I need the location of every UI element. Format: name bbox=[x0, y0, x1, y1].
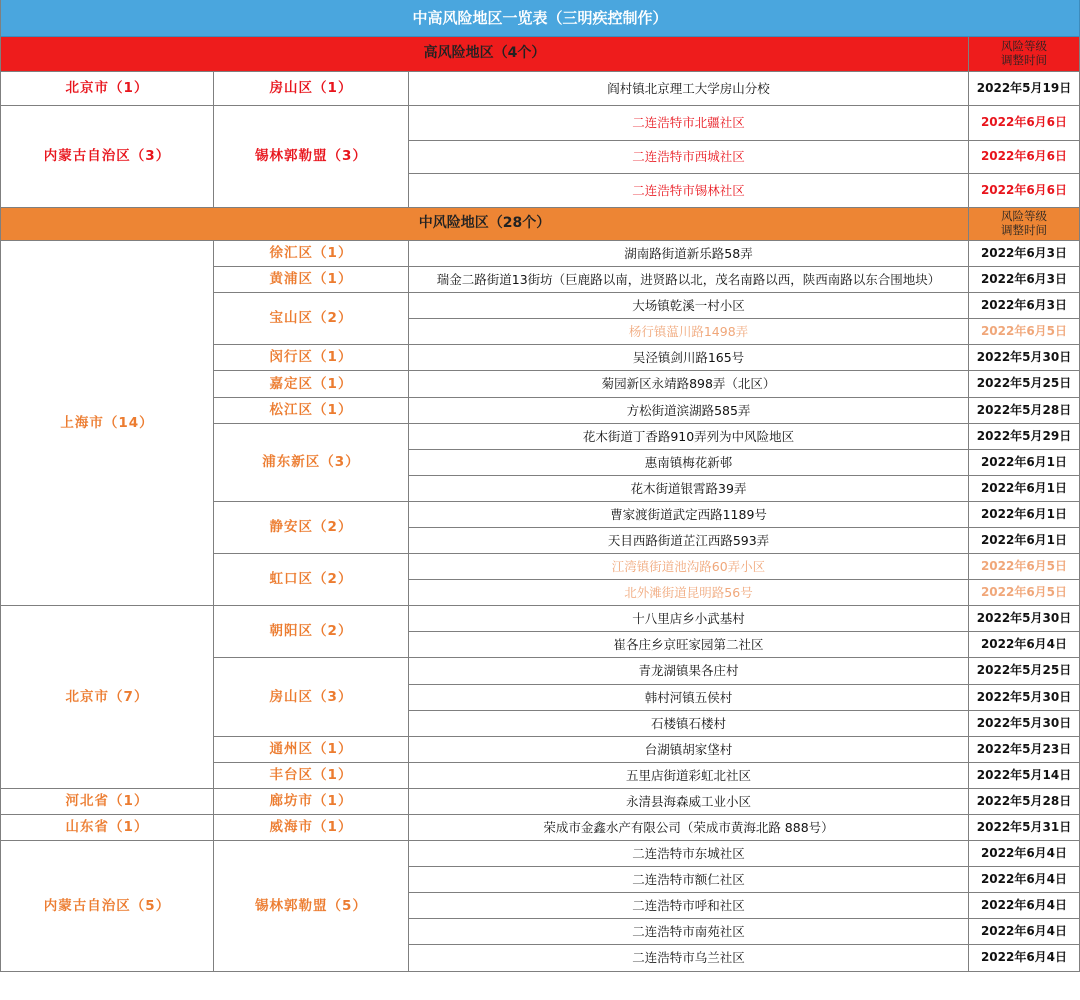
adjust-time-label-line2: 调整时间 bbox=[1001, 53, 1047, 67]
area-address: 二连浩特市南苑社区 bbox=[409, 919, 969, 945]
adjust-date: 2022年5月19日 bbox=[969, 72, 1080, 106]
city-name: 通州区（1） bbox=[214, 737, 409, 763]
area-address: 荣成市金鑫水产有限公司（荣成市黄海北路 888号） bbox=[409, 815, 969, 841]
area-address: 天目西路街道芷江西路593弄 bbox=[409, 528, 969, 554]
province-name: 内蒙古自治区（5） bbox=[0, 841, 214, 972]
adjust-date: 2022年6月4日 bbox=[969, 945, 1080, 972]
city-name: 虹口区（2） bbox=[214, 554, 409, 606]
adjust-date: 2022年5月30日 bbox=[969, 606, 1080, 632]
adjust-date: 2022年6月6日 bbox=[969, 141, 1080, 174]
area-address: 青龙湖镇果各庄村 bbox=[409, 658, 969, 685]
adjust-date: 2022年6月3日 bbox=[969, 293, 1080, 319]
adjust-date: 2022年6月4日 bbox=[969, 841, 1080, 867]
adjust-date: 2022年5月29日 bbox=[969, 424, 1080, 450]
area-address: 永清县海森威工业小区 bbox=[409, 789, 969, 815]
area-address: 花木街道丁香路910弄列为中风险地区 bbox=[409, 424, 969, 450]
city-name: 丰台区（1） bbox=[214, 763, 409, 789]
area-address: 台湖镇胡家垡村 bbox=[409, 737, 969, 763]
city-name: 静安区（2） bbox=[214, 502, 409, 554]
city-name: 房山区（3） bbox=[214, 658, 409, 737]
city-name: 锡林郭勒盟（3） bbox=[214, 106, 409, 208]
city-name: 松江区（1） bbox=[214, 398, 409, 424]
city-name: 黄浦区（1） bbox=[214, 267, 409, 293]
area-address: 杨行镇蕰川路1498弄 bbox=[409, 319, 969, 345]
adjust-date: 2022年5月23日 bbox=[969, 737, 1080, 763]
adjust-date: 2022年6月5日 bbox=[969, 319, 1080, 345]
adjust-date: 2022年5月30日 bbox=[969, 345, 1080, 371]
city-name: 闵行区（1） bbox=[214, 345, 409, 371]
area-address: 吴泾镇剑川路165号 bbox=[409, 345, 969, 371]
area-address: 菊园新区永靖路898弄（北区） bbox=[409, 371, 969, 398]
city-name: 威海市（1） bbox=[214, 815, 409, 841]
adjust-date: 2022年5月28日 bbox=[969, 789, 1080, 815]
adjust-date: 2022年5月30日 bbox=[969, 685, 1080, 711]
adjust-date: 2022年6月5日 bbox=[969, 554, 1080, 580]
area-address: 花木街道银霄路39弄 bbox=[409, 476, 969, 502]
province-name: 内蒙古自治区（3） bbox=[0, 106, 214, 208]
city-name: 房山区（1） bbox=[214, 72, 409, 106]
area-address: 十八里店乡小武基村 bbox=[409, 606, 969, 632]
area-address: 曹家渡街道武定西路1189号 bbox=[409, 502, 969, 528]
city-name: 廊坊市（1） bbox=[214, 789, 409, 815]
area-address: 二连浩特市西城社区 bbox=[409, 141, 969, 174]
city-name: 锡林郭勒盟（5） bbox=[214, 841, 409, 972]
area-address: 湖南路街道新乐路58弄 bbox=[409, 241, 969, 267]
adjust-date: 2022年5月14日 bbox=[969, 763, 1080, 789]
adjust-date: 2022年6月1日 bbox=[969, 450, 1080, 476]
province-name: 上海市（14） bbox=[0, 241, 214, 606]
high-adjust-time-header bbox=[969, 37, 1080, 72]
city-name: 宝山区（2） bbox=[214, 293, 409, 345]
adjust-date: 2022年6月3日 bbox=[969, 267, 1080, 293]
mid-adjust-time-header bbox=[969, 208, 1080, 241]
adjust-date: 2022年6月4日 bbox=[969, 919, 1080, 945]
adjust-date: 2022年6月1日 bbox=[969, 502, 1080, 528]
adjust-date: 2022年6月4日 bbox=[969, 632, 1080, 658]
adjust-date: 2022年6月4日 bbox=[969, 867, 1080, 893]
adjust-time-label-line1: 风险等级 bbox=[1001, 39, 1047, 54]
adjust-date: 2022年5月31日 bbox=[969, 815, 1080, 841]
area-address: 瑞金二路街道13街坊（巨鹿路以南，进贤路以北，茂名南路以西，陕西南路以东合围地块） bbox=[409, 267, 969, 293]
adjust-date: 2022年6月4日 bbox=[969, 893, 1080, 919]
adjust-date: 2022年6月5日 bbox=[969, 580, 1080, 606]
area-address: 二连浩特市呼和社区 bbox=[409, 893, 969, 919]
adjust-date: 2022年6月1日 bbox=[969, 528, 1080, 554]
adjust-date: 2022年5月25日 bbox=[969, 371, 1080, 398]
area-address: 二连浩特市锡林社区 bbox=[409, 174, 969, 208]
city-name: 浦东新区（3） bbox=[214, 424, 409, 502]
area-address: 韩村河镇五侯村 bbox=[409, 685, 969, 711]
area-address: 二连浩特市额仁社区 bbox=[409, 867, 969, 893]
area-address: 崔各庄乡京旺家园第二社区 bbox=[409, 632, 969, 658]
area-address: 大场镇乾溪一村小区 bbox=[409, 293, 969, 319]
area-address: 方松街道滨湖路585弄 bbox=[409, 398, 969, 424]
adjust-date: 2022年5月30日 bbox=[969, 711, 1080, 737]
adjust-date: 2022年6月6日 bbox=[969, 174, 1080, 208]
adjust-time-label-line1: 风险等级 bbox=[1001, 209, 1047, 224]
table-title: 中高风险地区一览表（三明疾控制作） bbox=[0, 0, 1080, 37]
adjust-date: 2022年6月6日 bbox=[969, 106, 1080, 141]
province-name: 北京市（7） bbox=[0, 606, 214, 789]
city-name: 朝阳区（2） bbox=[214, 606, 409, 658]
area-address: 阎村镇北京理工大学房山分校 bbox=[409, 72, 969, 106]
province-name: 山东省（1） bbox=[0, 815, 214, 841]
area-address: 江湾镇街道池沟路60弄小区 bbox=[409, 554, 969, 580]
adjust-date: 2022年5月28日 bbox=[969, 398, 1080, 424]
area-address: 惠南镇梅花新邨 bbox=[409, 450, 969, 476]
area-address: 北外滩街道昆明路56号 bbox=[409, 580, 969, 606]
area-address: 二连浩特市北疆社区 bbox=[409, 106, 969, 141]
province-name: 北京市（1） bbox=[0, 72, 214, 106]
area-address: 二连浩特市东城社区 bbox=[409, 841, 969, 867]
area-address: 五里店街道彩虹北社区 bbox=[409, 763, 969, 789]
adjust-date: 2022年6月3日 bbox=[969, 241, 1080, 267]
province-name: 河北省（1） bbox=[0, 789, 214, 815]
adjust-date: 2022年5月25日 bbox=[969, 658, 1080, 685]
city-name: 徐汇区（1） bbox=[214, 241, 409, 267]
area-address: 石楼镇石楼村 bbox=[409, 711, 969, 737]
high-section-heading: 高风险地区（4个） bbox=[0, 37, 969, 72]
area-address: 二连浩特市乌兰社区 bbox=[409, 945, 969, 972]
adjust-time-label-line2: 调整时间 bbox=[1001, 223, 1047, 237]
city-name: 嘉定区（1） bbox=[214, 371, 409, 398]
mid-section-heading: 中风险地区（28个） bbox=[0, 208, 969, 241]
adjust-date: 2022年6月1日 bbox=[969, 476, 1080, 502]
